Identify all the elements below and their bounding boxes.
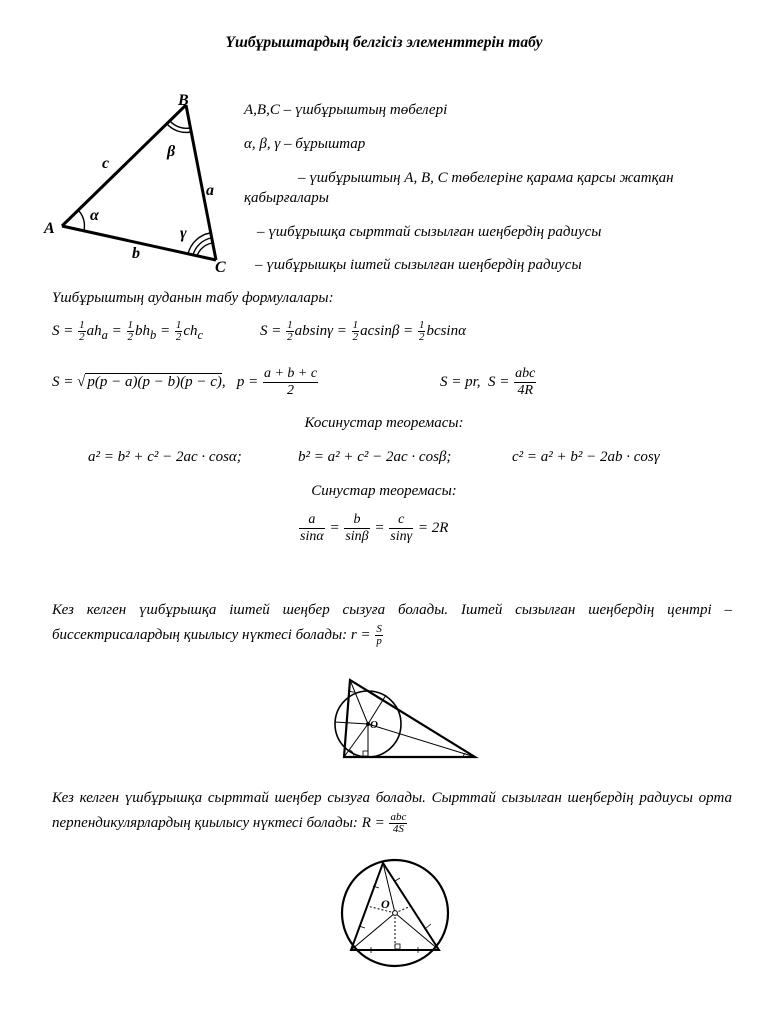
vertex-b-label: B [178,92,189,109]
sine-heading: Синустар теоремасы: [311,483,457,499]
sine-formula: $\frac{a}{\sin\alpha}$ = $\frac{b}{\sin\beta}$ = $\frac{c}{\sin\gamma}$ = 2R [300,512,449,544]
def-angles: α, β, γ – бұрыштар [244,136,366,152]
side-c-line [62,105,186,226]
def-circumradius: – үшбұрышқа сырттай сызылған шеңбердің радиусы [257,224,602,240]
vertex-a-label: A [44,220,55,237]
circumcenter-label: O [381,897,390,911]
cosine-formula-b: b² = a² + c² − 2ac · cosβ; [298,449,452,465]
angle-beta-label: β [167,143,176,160]
angle-alpha-label: α [90,207,99,224]
cosine-heading: Косинустар теоремасы: [304,415,464,431]
vertex-c-label: C [215,259,226,276]
def-sides-line2: қабырғалары [244,190,329,206]
page-title: Үшбұрыштардың белгісіз элементтерін табу [225,34,543,51]
triangle-figure [30,88,245,278]
cosine-formula-c: c² = a² + b² − 2ab · cosγ [512,449,660,465]
incircle-figure [308,672,483,767]
side-c-label: c [102,155,110,172]
angle-beta-arc1 [170,121,190,128]
side-a-label: a [206,182,214,199]
angle-alpha-arc [78,210,84,230]
def-vertices: A,B,C – үшбұрыштың төбелері [244,102,448,118]
def-sides-line1: – үшбұрыштың A, B, C төбелеріне қарама қарсы жатқан [298,170,674,186]
area-heading: Үшбұрыштың ауданын табу формулалары: [52,290,334,306]
incircle-paragraph: Кез келген үшбұрышқа іштей шеңбер сызуға болады. Іштей сызылған шеңбердің центрі – биссектрисалардың қиылысу нүктесі болады: r = $\frac{S}{p}$ [52,602,732,648]
area-formula-heron: S = √ p(p − a)(p − b)(p − c), p = $\frac{a + b + c}{2}$ [52,366,318,398]
cosine-formula-a: a² = b² + c² − 2ac · cosα; [88,449,242,465]
area-formula-heights: S = $\frac{1}{2}$ $ah_a$ = $\frac{1}{2}$ $bh_b$ = $\frac{1}{2}$ $ch_c$ [52,319,204,343]
angle-gamma-label: γ [180,225,187,242]
area-formula-sines: S = $\frac{1}{2}$ absinγ = $\frac{1}{2}$ acsinβ = $\frac{1}{2}$ bcsinα [260,319,466,343]
side-b-label: b [132,245,140,262]
def-inradius: – үшбұрышқы іштей сызылған шеңбердің радиусы [255,257,582,273]
area-formula-radius: S = pr, S = abc 4R [440,366,536,398]
circumcircle-figure [333,858,463,973]
incenter-label: O [370,719,378,731]
circumcircle-paragraph: Кез келген үшбұрышқа сырттай шеңбер сызуға болады. Сырттай сызылған шеңбердің радиусы орта перпендикулярлардың қиылысу нүктесі болады: R = abc 4S [52,790,732,836]
